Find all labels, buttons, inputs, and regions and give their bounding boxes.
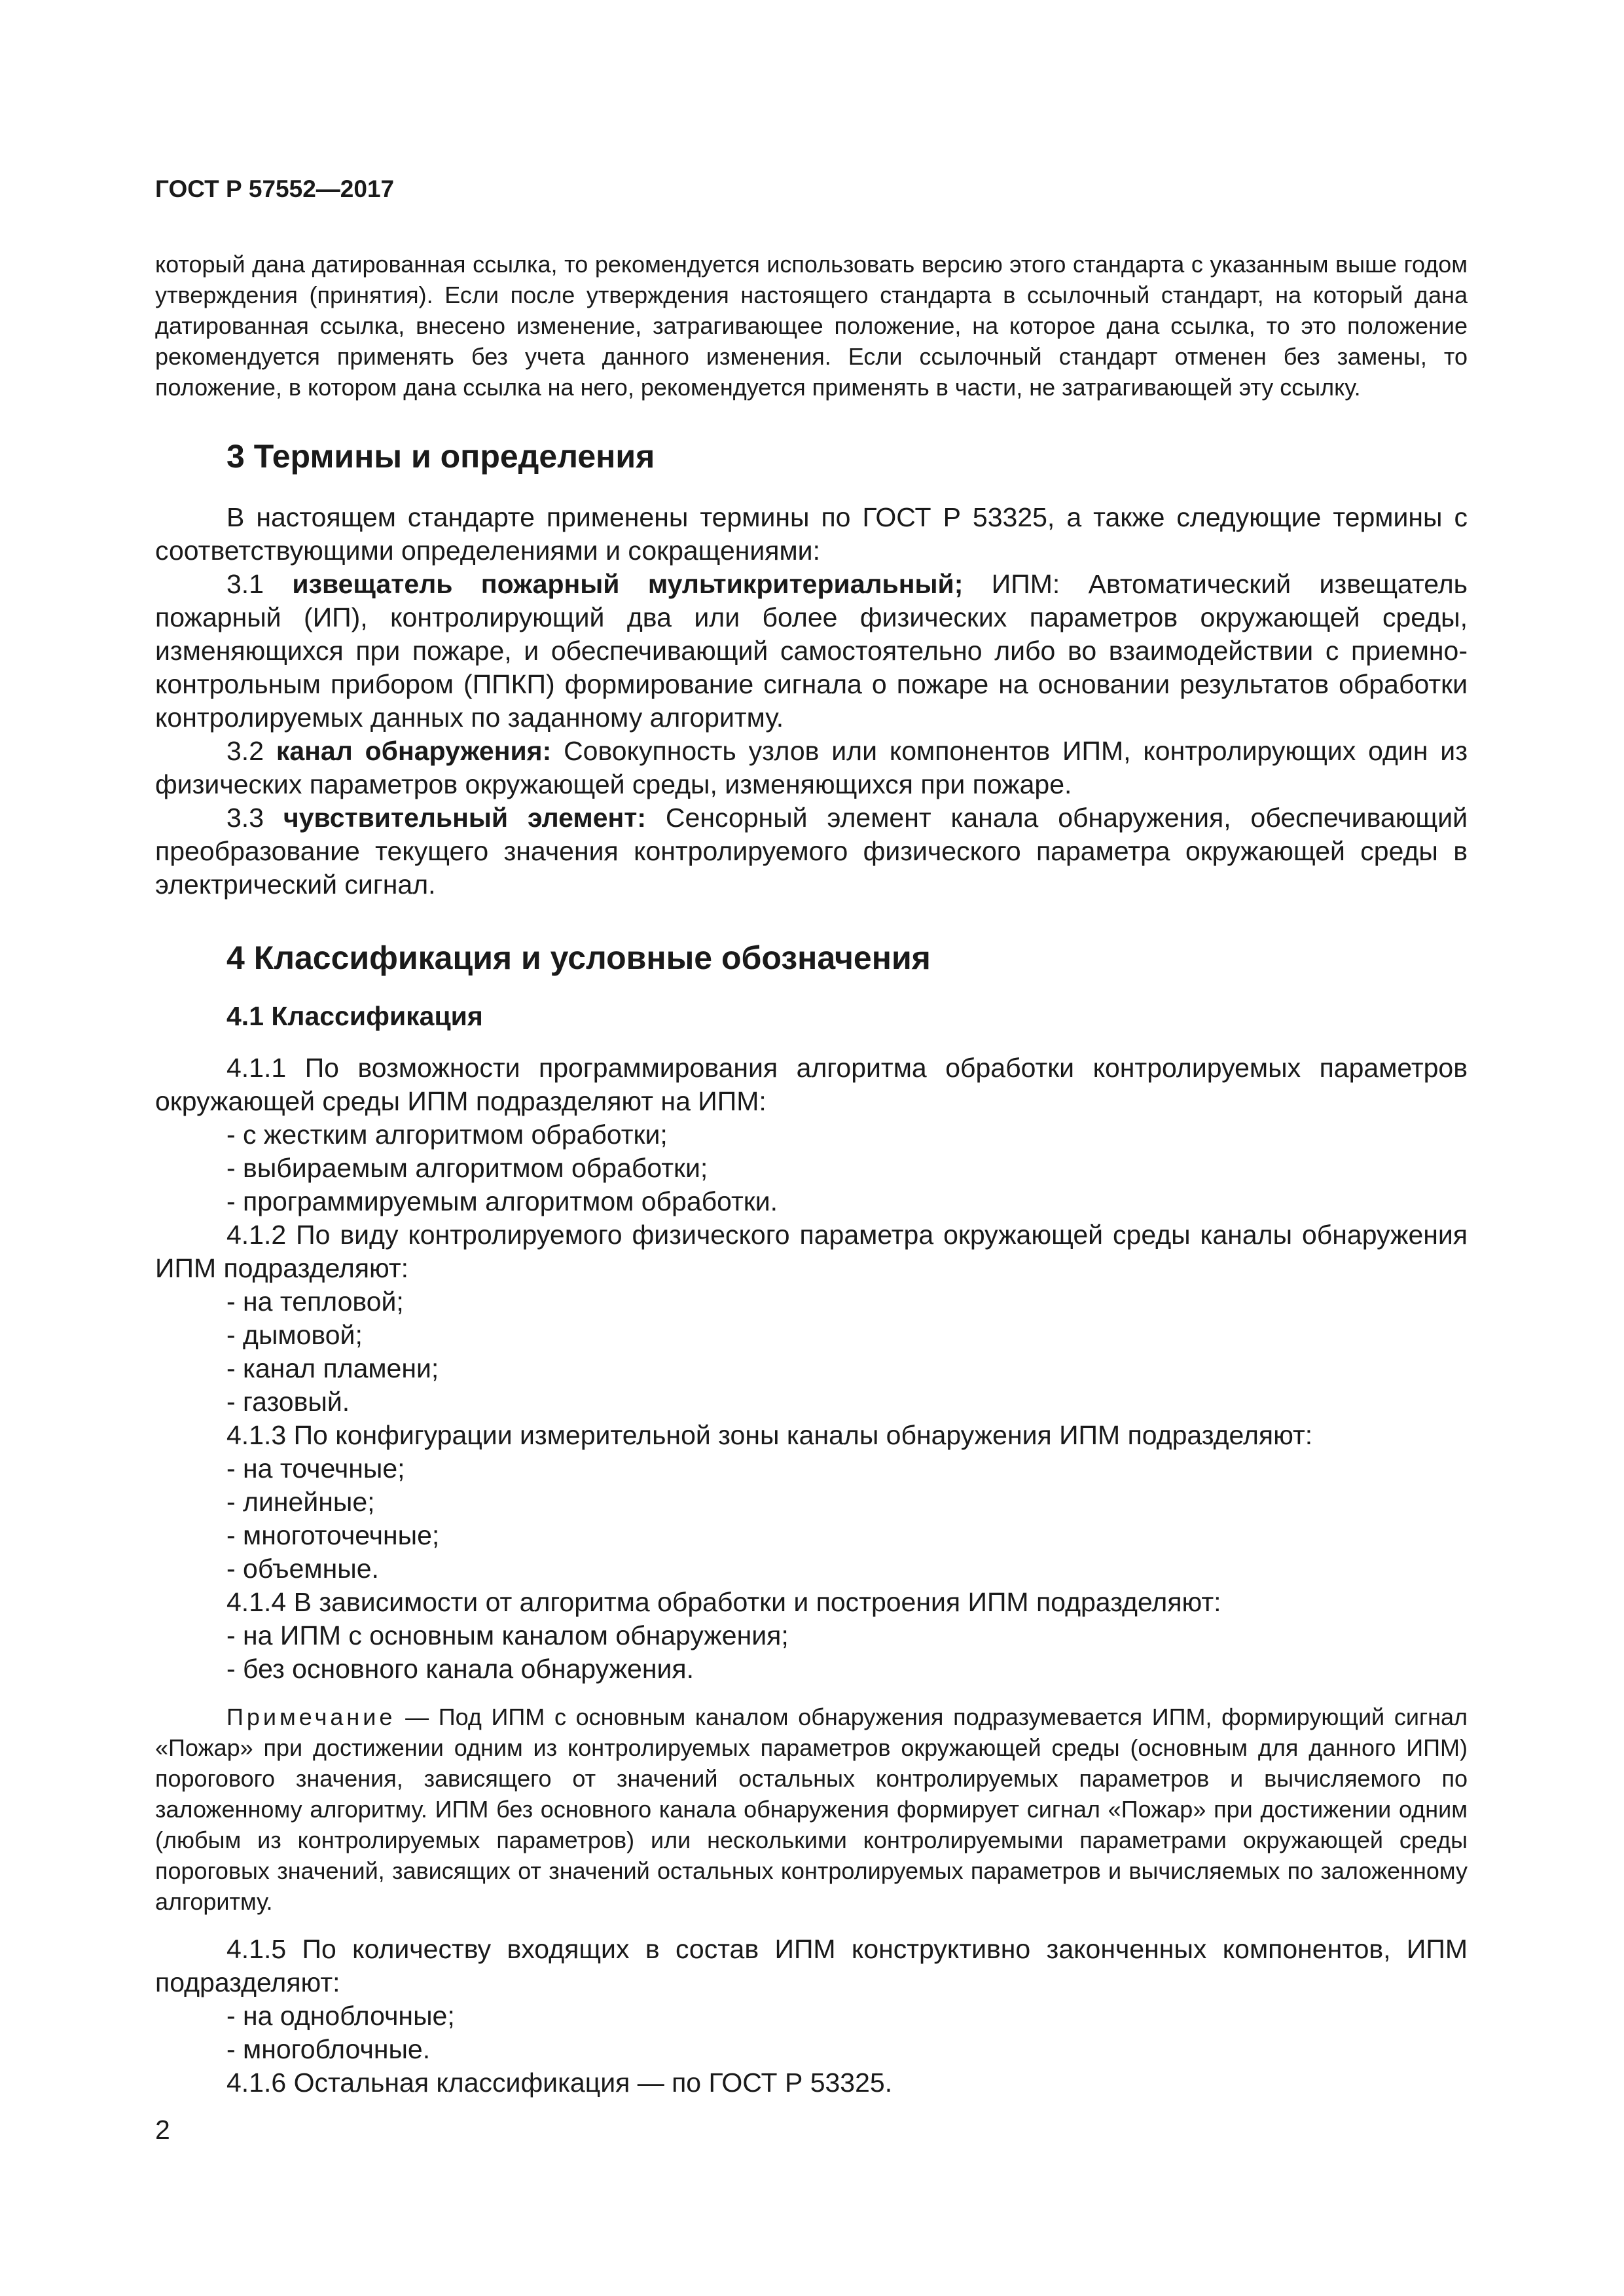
list-item: - объемные.: [226, 1554, 379, 1584]
term-name: канал обнаружения:: [276, 736, 552, 766]
list-item: - на точечные;: [226, 1453, 405, 1484]
list-item: - выбираемым алгоритмом обработки;: [226, 1153, 708, 1183]
list-item: - на тепловой;: [226, 1286, 404, 1317]
clause-4-1-6: 4.1.6 Остальная классификация — по ГОСТ Р 53325.: [226, 2068, 893, 2098]
list-item: - канал пламени;: [226, 1353, 439, 1383]
clause-4-1-3: 4.1.3 По конфигурации измерительной зоны каналы обнаружения ИПМ подразделяют:: [226, 1420, 1313, 1450]
subsection-4-1-title: 4.1 Классификация: [226, 1001, 483, 1031]
term-name: чувствительный элемент:: [283, 803, 647, 833]
list-item: - на одноблочные;: [226, 2001, 455, 2031]
term-definition: ИПМ: Автоматический извещатель пожарный (ИП), контролирующий два или более физических параметров окружающей среды, изменяющихся при пожаре, и обеспечивающий самостоятельно либо во взаимодействии с приемно-контрольным прибором (ППКП) формирование сигнала о пожаре на основании результатов обработки контролируемых данных по заданному алгоритму.: [155, 569, 1468, 733]
term-3-1: [155, 568, 1468, 735]
intro-paragraph: который дана датированная ссылка, то рекомендуется использовать версию этого стандарта с указанным выше годом утверждения (принятия). Если после утверждения настоящего стандарта в ссылочный стандарт, на который дана датированная ссылка, внесено изменение, затрагивающее положение, на которое дана ссылка, то это положение рекомендуется применять без учета данного изменения. Если ссылочный стандарт отменен без замены, то положение, в котором дана ссылка на него, рекомендуется применять в части, не затрагивающей эту ссылку.: [155, 251, 1468, 401]
term-number: 3.2: [226, 736, 276, 766]
term-3-2: [155, 735, 1468, 801]
list-item: - многоблочные.: [226, 2034, 431, 2064]
list-item: - многоточечные;: [226, 1520, 440, 1550]
list-item: - линейные;: [226, 1487, 375, 1517]
section-4-title: 4 Классификация и условные обозначения: [226, 939, 931, 976]
term-number: 3.3: [226, 803, 283, 833]
term-3-3: [155, 801, 1468, 902]
page-header-standard-code: ГОСТ Р 57552—2017: [155, 175, 395, 202]
list-item: - дымовой;: [226, 1320, 363, 1350]
list-item: - на ИПМ с основным каналом обнаружения;: [226, 1620, 789, 1650]
section-3-intro: В настоящем стандарте применены термины по ГОСТ Р 53325, а также следующие термины с соответствующими определениями и сокращениями:: [155, 502, 1468, 566]
list-item: - без основного канала обнаружения.: [226, 1654, 694, 1684]
term-definition: Совокупность узлов или компонентов ИПМ, контролирующих один из физических параметров окружающей среды, изменяющихся при пожаре.: [155, 736, 1468, 799]
clause-4-1-2: 4.1.2 По виду контролируемого физического параметра окружающей среды каналы обнаружения ИПМ подразделяют:: [155, 1220, 1468, 1283]
term-number: 3.1: [226, 569, 293, 599]
term-name: извещатель пожарный мультикритериальный;: [292, 569, 964, 599]
note-label: Примечание: [226, 1704, 396, 1730]
clause-4-1-5: 4.1.5 По количеству входящих в состав ИПМ конструктивно законченных компонентов, ИПМ подразделяют:: [155, 1934, 1468, 1997]
page-number: 2: [155, 2115, 170, 2145]
clause-4-1-1: 4.1.1 По возможности программирования алгоритма обработки контролируемых параметров окружающей среды ИПМ подразделяют на ИПМ:: [155, 1053, 1468, 1116]
list-item: - с жестким алгоритмом обработки;: [226, 1120, 668, 1150]
list-item: - программируемым алгоритмом обработки.: [226, 1186, 778, 1216]
section-3-title: 3 Термины и определения: [226, 438, 655, 475]
note-paragraph: [155, 1702, 1468, 1917]
note-text: — Под ИПМ с основным каналом обнаружения подразумевается ИПМ, формирующий сигнал «Пожар» при достижении одним из контролируемых параметров окружающей среды (основным для данного ИПМ) порогового значения, зависящего от значений остальных контролируемых параметров и вычисляемого по заложенному алгоритму. ИПМ без основного канала обнаружения формирует сигнал «Пожар» при достижении одним (любым из контролируемых параметров) или несколькими контролируемыми параметрами окружающей среды пороговых значений, зависящих от значений остальных контролируемых параметров и вычисляемых по заложенному алгоритму.: [155, 1704, 1468, 1915]
list-item: - газовый.: [226, 1387, 350, 1417]
clause-4-1-4: 4.1.4 В зависимости от алгоритма обработки и построения ИПМ подразделяют:: [226, 1587, 1221, 1617]
term-definition: Сенсорный элемент канала обнаружения, обеспечивающий преобразование текущего значения контролируемого физического параметра окружающей среды в электрический сигнал.: [155, 803, 1468, 900]
document-body: [155, 249, 1468, 2100]
